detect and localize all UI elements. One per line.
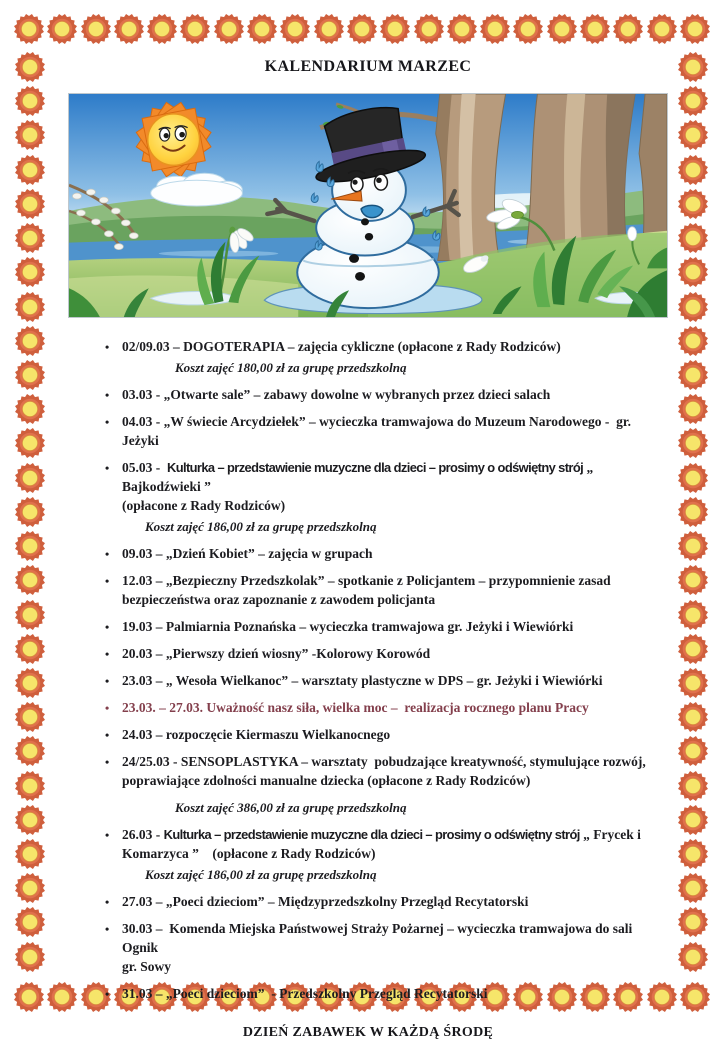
event-text: 19.03 – Palmiarnia Poznańska – wycieczka tramwajowa gr. Jeżyki i Wiewiórki (122, 619, 574, 634)
bullet-dot: • (105, 922, 110, 936)
sun-icon (678, 428, 708, 458)
sun-icon (81, 14, 111, 44)
sun-icon (15, 52, 45, 82)
sun-icon (15, 942, 45, 972)
event-text: 02/09.03 – DOGOTERAPIA – zajęcia cykliczne (opłacone z Rady Rodziców) Koszt zajęć 180,00 zł za grupę przedszkolną (122, 337, 668, 377)
sun-border-right (678, 52, 708, 972)
event-item (68, 919, 668, 976)
sun-icon (480, 14, 510, 44)
sun-icon (15, 805, 45, 835)
sun-icon (15, 565, 45, 595)
event-cost: Koszt zajęć 180,00 zł za grupę przedszkolną (175, 360, 407, 375)
illustration-image (68, 93, 668, 318)
sun-icon (14, 14, 44, 44)
sun-icon (15, 497, 45, 527)
event-text: 24/25.03 - SENSOPLASTYKA – warsztaty pobudzające kreatywność, stymulujące rozwój, poprawiające zdolności manualne dziecka (opłacone z Rady Rodziców) Koszt zajęć 386,00 zł za grupę przedszkolną (122, 752, 668, 817)
event-text: 27.03 – „Poeci dzieciom” – Międzyprzedszkolny Przegląd Recytatorski (122, 894, 529, 909)
bullet-dot: • (105, 340, 110, 354)
sun-icon (678, 702, 708, 732)
event-text: 04.03 - „W świecie Arcydziełek” – wycieczka tramwajowa do Muzeum Narodowego - gr. Jeżyki (122, 414, 635, 448)
sun-icon (680, 14, 710, 44)
sun-icon (15, 873, 45, 903)
page-title: KALENDARIUM MARZEC (264, 58, 472, 75)
sun-icon (15, 155, 45, 185)
sun-icon (447, 14, 477, 44)
event-text: 30.03 – Komenda Miejska Państwowej Straży Pożarnej – wycieczka tramwajowa do sali Ognik gr. Sowy (122, 921, 636, 974)
event-text: 26.03 - Kulturka – przedstawienie muzyczne dla dzieci – prosimy o odświętny strój „ Frycek i Komarzyca ” (opłacone z Rady Rodziców) Koszt zajęć 186,00 zł za grupę przedszkolną (122, 825, 668, 884)
event-item (68, 752, 668, 817)
sun-icon (678, 189, 708, 219)
sun-icon (414, 14, 444, 44)
bullet-dot: • (105, 987, 110, 1001)
event-cost: Koszt zajęć 186,00 zł za grupę przedszkolną (145, 867, 377, 882)
event-item (68, 671, 668, 690)
bullet-dot: • (105, 574, 110, 588)
sun-icon (613, 14, 643, 44)
sun-icon (678, 531, 708, 561)
sun-icon (678, 52, 708, 82)
sun-icon (15, 771, 45, 801)
sun-icon (380, 14, 410, 44)
event-cost: Koszt zajęć 386,00 zł za grupę przedszkolną (175, 800, 407, 815)
sun-icon (15, 531, 45, 561)
event-list (68, 337, 668, 1003)
sun-icon (15, 907, 45, 937)
event-item (68, 892, 668, 911)
event-item (68, 698, 668, 717)
bullet-dot: • (105, 674, 110, 688)
sad-mouth (361, 205, 383, 217)
event-item (68, 825, 668, 884)
sun-icon (15, 634, 45, 664)
event-item (68, 725, 668, 744)
sun-icon (15, 292, 45, 322)
sun-icon (214, 14, 244, 44)
sun-icon (15, 463, 45, 493)
sun-icon (678, 736, 708, 766)
sun-icon (678, 839, 708, 869)
sun-icon (678, 120, 708, 150)
bullet-dot: • (105, 388, 110, 402)
sun-icon (678, 565, 708, 595)
sun-icon (580, 14, 610, 44)
bullet-dot: • (105, 755, 110, 769)
sun-icon (180, 14, 210, 44)
sun-icon (15, 189, 45, 219)
sun-icon (678, 257, 708, 287)
sun-icon (15, 120, 45, 150)
sun-icon (678, 292, 708, 322)
sun-icon (14, 982, 44, 1012)
event-text: 23.03. – 27.03. Uważność nasz siła, wielka moc – realizacja rocznego planu Pracy (122, 700, 589, 715)
sun-icon (15, 223, 45, 253)
sun-icon (15, 326, 45, 356)
sun-icon (678, 360, 708, 390)
bullet-dot: • (105, 461, 110, 475)
sun-icon (547, 14, 577, 44)
event-item (68, 544, 668, 563)
sun-icon (678, 942, 708, 972)
event-text: 03.03 - „Otwarte sale” – zabawy dowolne w wybranych przez dzieci salach (122, 387, 551, 402)
sun-icon (513, 14, 543, 44)
sun-border-left (15, 52, 45, 972)
sun-icon (15, 736, 45, 766)
event-item (68, 617, 668, 636)
sun-icon (678, 634, 708, 664)
sun-icon (15, 668, 45, 698)
sun-icon (678, 155, 708, 185)
sun-icon (15, 428, 45, 458)
sun-icon (247, 14, 277, 44)
sun-icon (147, 14, 177, 44)
bullet-dot: • (105, 620, 110, 634)
bullet-dot: • (105, 728, 110, 742)
bullet-dot: • (105, 547, 110, 561)
sun-icon (678, 907, 708, 937)
sun-icon (15, 702, 45, 732)
sun-icon (15, 257, 45, 287)
sun-icon (347, 14, 377, 44)
sun-border-top (14, 14, 710, 44)
sun-icon (678, 326, 708, 356)
sun-icon (314, 14, 344, 44)
sun-icon (15, 839, 45, 869)
event-item (68, 412, 668, 450)
sun-icon (15, 86, 45, 116)
event-item (68, 571, 668, 609)
bullet-dot: • (105, 647, 110, 661)
event-text: 20.03 – „Pierwszy dzień wiosny” -Kolorowy Korowód (122, 646, 431, 661)
sun-icon (680, 982, 710, 1012)
sun-icon (678, 394, 708, 424)
page-content (68, 58, 668, 1041)
event-item (68, 458, 668, 536)
sun-icon (678, 771, 708, 801)
bullet-dot: • (105, 415, 110, 429)
bullet-dot: • (105, 828, 110, 842)
sun-icon (678, 805, 708, 835)
event-cost: Koszt zajęć 186,00 zł za grupę przedszkolną (145, 519, 377, 534)
sun-icon (15, 394, 45, 424)
sun-icon (678, 668, 708, 698)
sun-icon (47, 14, 77, 44)
sun-icon (280, 14, 310, 44)
sun-icon (678, 600, 708, 630)
event-item (68, 644, 668, 663)
event-text: 24.03 – rozpoczęcie Kiermaszu Wielkanocnego (122, 727, 391, 742)
sun-icon (678, 223, 708, 253)
event-text: 12.03 – „Bezpieczny Przedszkolak” – spotkanie z Policjantem – przypomnienie zasad bezpieczeństwa oraz zapoznanie z zawodem policjanta (122, 573, 611, 607)
sun-icon (678, 873, 708, 903)
event-text: 23.03 – „ Wesoła Wielkanoc” – warsztaty plastyczne w DPS – gr. Jeżyki i Wiewiórki (122, 673, 603, 688)
footer-note: DZIEŃ ZABAWEK W KAŻDĄ ŚRODĘ (242, 1025, 494, 1040)
sun-icon (678, 86, 708, 116)
sun-icon (15, 600, 45, 630)
event-item (68, 984, 668, 1003)
event-text: 31.03 – „Poeci dzieciom” - Przedszkolny Przegląd Recytatorski (122, 986, 488, 1001)
sun-icon (647, 14, 677, 44)
event-text: 05.03 - Kulturka – przedstawienie muzyczne dla dzieci – prosimy o odświętny strój „ Bajkodźwieki ” (opłacone z Rady Rodziców) Koszt zajęć 186,00 zł za grupę przedszkolną (122, 458, 668, 536)
event-item (68, 385, 668, 404)
bullet-dot: • (105, 895, 110, 909)
event-item (68, 337, 668, 377)
sun-icon (15, 360, 45, 390)
sun-icon (678, 497, 708, 527)
sun-icon (678, 463, 708, 493)
event-text: 09.03 – „Dzień Kobiet” – zajęcia w grupach (122, 546, 373, 561)
bullet-dot: • (105, 701, 110, 715)
sun-icon (114, 14, 144, 44)
